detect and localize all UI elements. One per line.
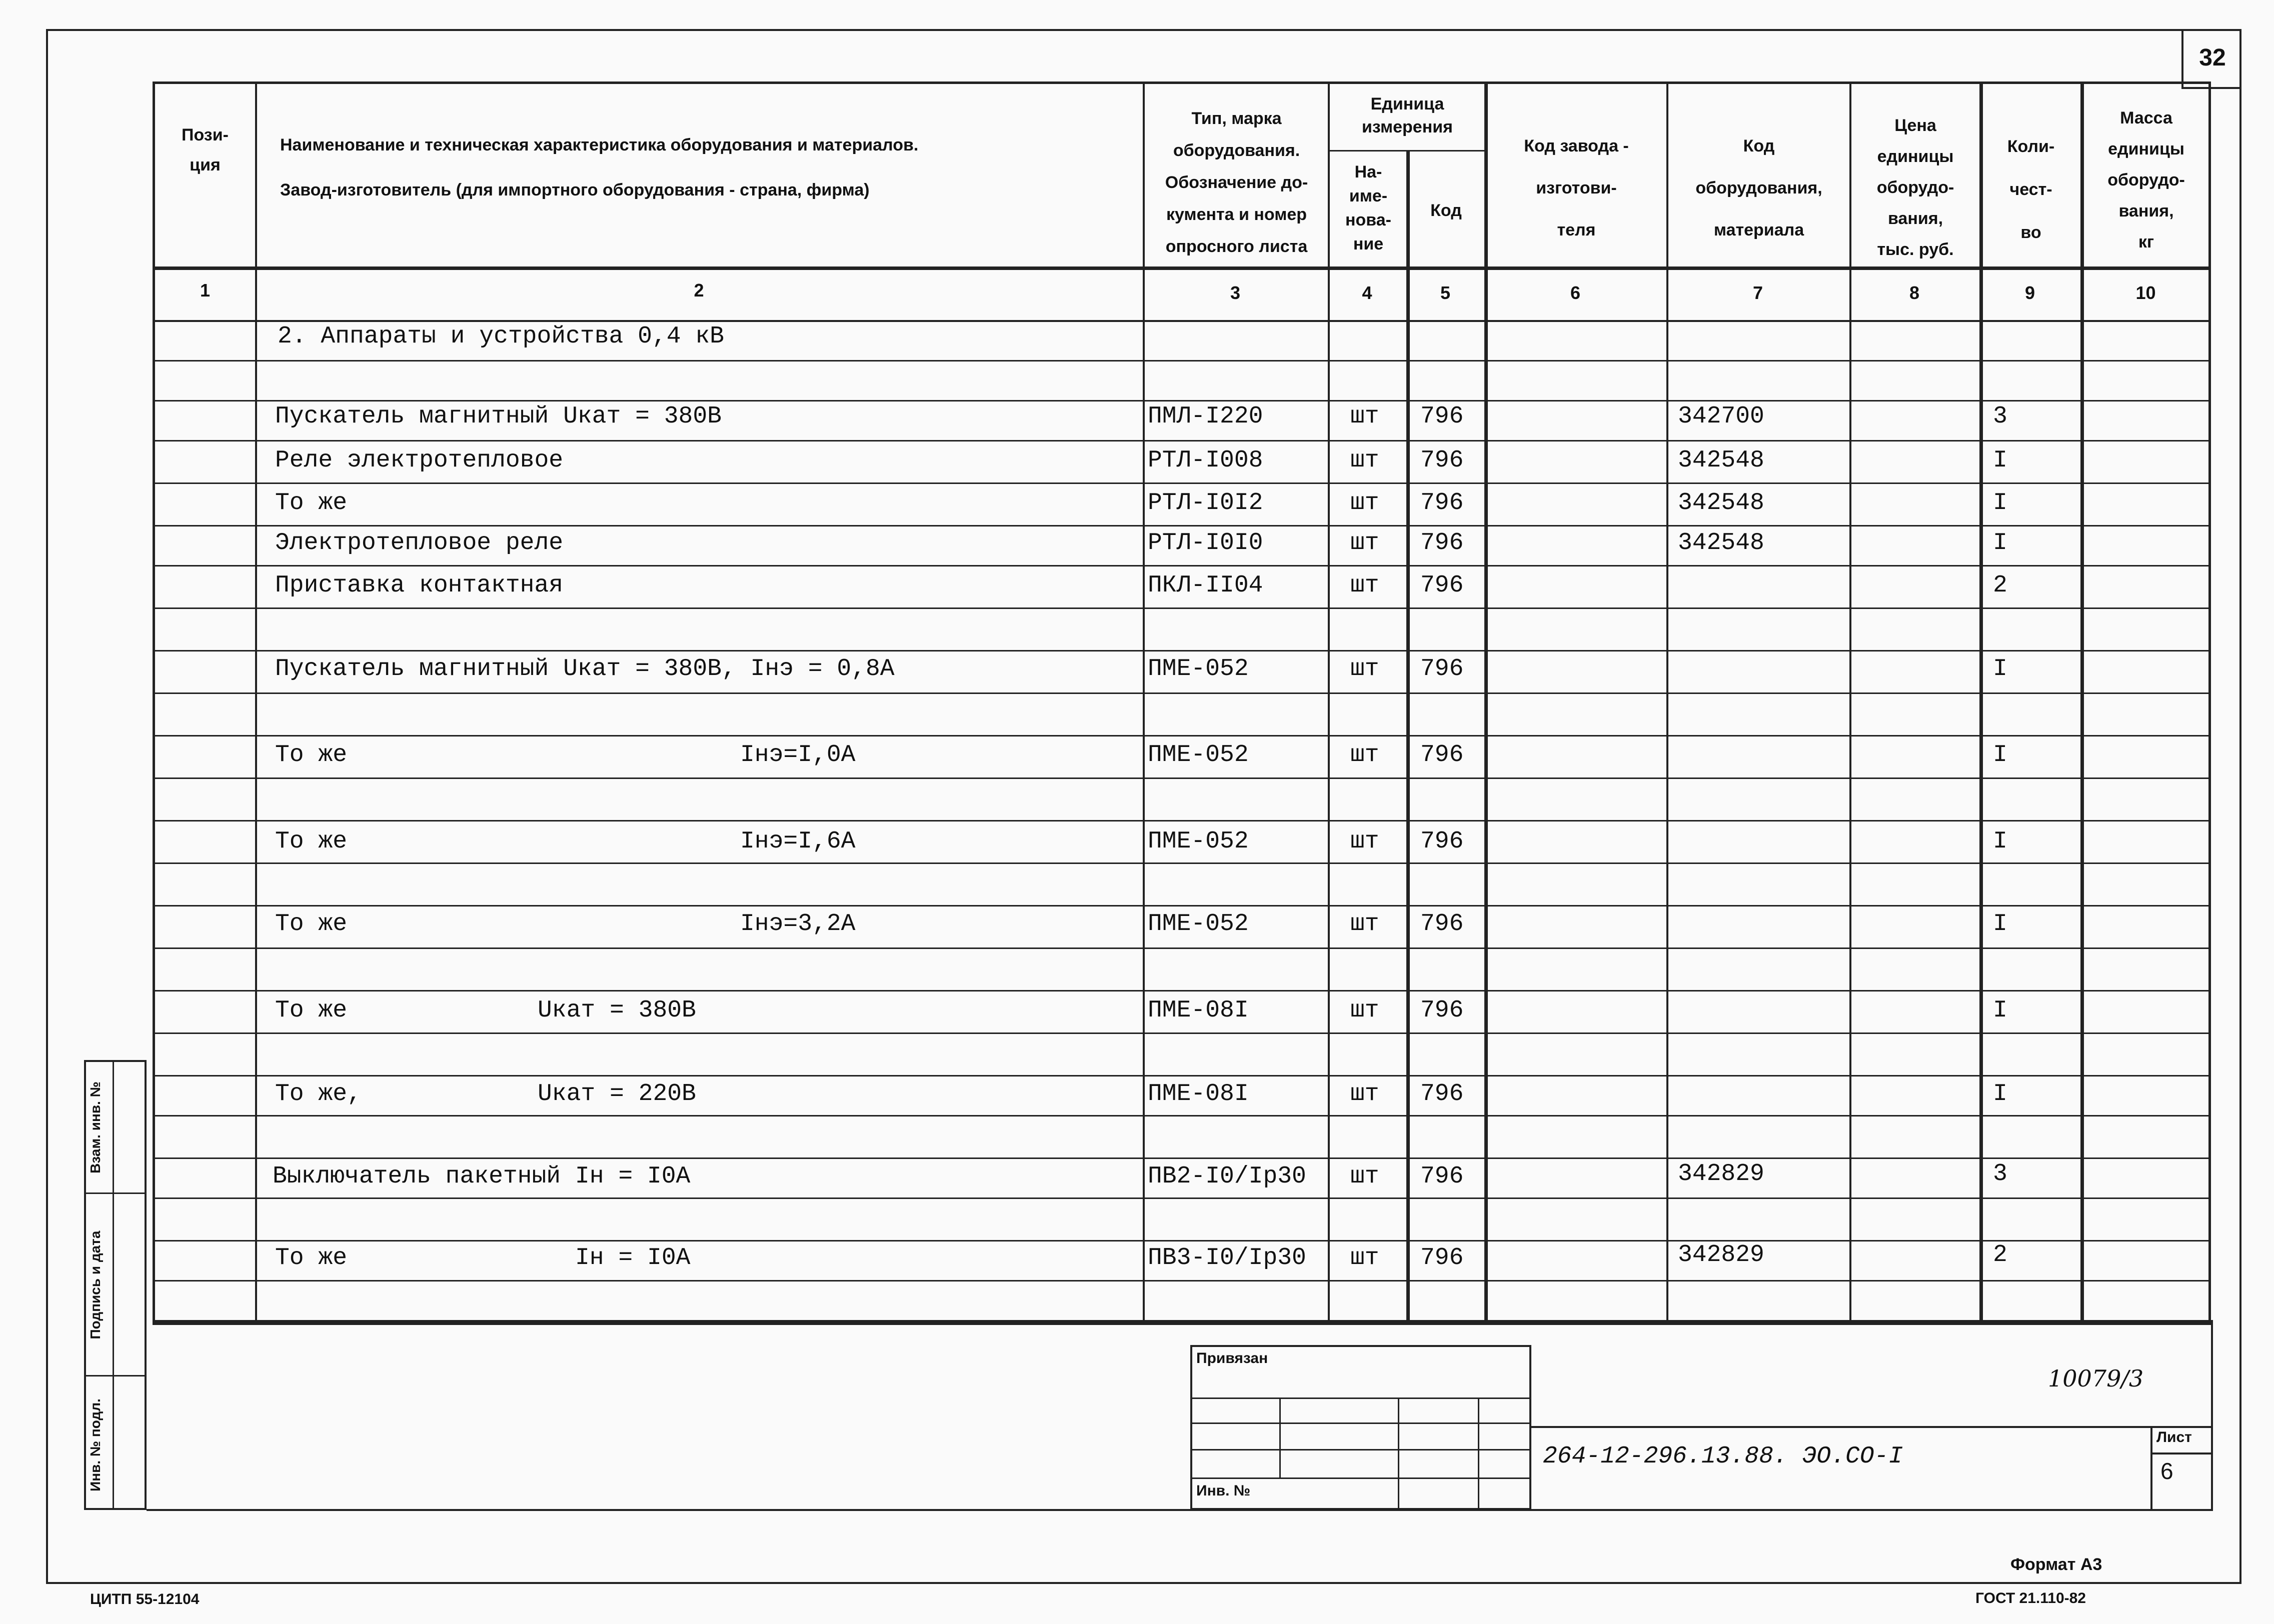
row-name: То же — [275, 742, 348, 768]
row-type: ПКЛ-II04 — [1148, 572, 1263, 599]
row-extra: Iнэ=I,6А — [740, 828, 856, 855]
row-qty: I — [1993, 530, 2007, 556]
colnum-1: 1 — [200, 280, 211, 300]
row-type: ПМЕ-052 — [1148, 656, 1249, 682]
row-name: Приставка контактная — [275, 572, 564, 599]
colnum-7: 7 — [1752, 282, 1763, 303]
row-type: ПМЛ-I220 — [1148, 403, 1263, 430]
row-name: Выключатель пакетный Iн = I0А — [273, 1163, 691, 1190]
row-eq-code: 342548 — [1678, 530, 1764, 556]
row-code: 796 — [1420, 1080, 1464, 1108]
row-qty: I — [1993, 910, 2007, 938]
row-code: 796 — [1420, 447, 1464, 474]
header-unit: Единица измерения — [1362, 94, 1453, 136]
colnum-bottom-line — [153, 320, 2211, 322]
row-unit: шт — [1350, 656, 1379, 682]
row-unit: шт — [1350, 403, 1379, 430]
row-unit: шт — [1350, 530, 1379, 556]
row-eq-code: 342700 — [1678, 403, 1764, 430]
inv-number-label: Инв. № — [1196, 1482, 1251, 1499]
row-type: ПМЕ-052 — [1148, 828, 1249, 855]
row-type: ПМЕ-052 — [1148, 742, 1249, 768]
row-extra: Iнэ=I,0А — [740, 742, 856, 768]
colnum-2: 2 — [694, 280, 704, 300]
row-type: РТЛ-I0I2 — [1148, 490, 1263, 516]
header-price: Цена единицы оборудо- вания, тыс. руб. — [1876, 116, 1954, 259]
header-name: Наименование и техническая характеристика оборудования и материалов. Завод-изготовитель (для импортного оборудования - страна, фирма) — [280, 136, 919, 200]
row-unit: шт — [1350, 1080, 1379, 1108]
row-code: 796 — [1420, 742, 1464, 768]
row-unit: шт — [1350, 572, 1379, 599]
row-name: То же — [275, 910, 348, 938]
row-code: 796 — [1420, 828, 1464, 855]
format-label: Формат А3 — [2010, 1555, 2102, 1574]
row-unit: шт — [1350, 1163, 1379, 1190]
row-code: 796 — [1420, 997, 1464, 1024]
colnum-5: 5 — [1440, 282, 1451, 303]
row-unit: шт — [1350, 828, 1379, 855]
row-name: То же, — [275, 1080, 362, 1108]
row-qty: 3 — [1993, 1160, 2007, 1188]
colnum-9: 9 — [2024, 282, 2035, 303]
colnum-3: 3 — [1230, 282, 1241, 303]
row-code: 796 — [1420, 530, 1464, 556]
colnum-8: 8 — [1909, 282, 1920, 303]
header-position: Пози- ция — [182, 126, 229, 174]
row-unit: шт — [1350, 910, 1379, 938]
row-type: РТЛ-I008 — [1148, 447, 1263, 474]
row-unit: шт — [1350, 997, 1379, 1024]
row-name: То же — [275, 828, 348, 855]
header-equipment-code: Код оборудования, материала — [1695, 136, 1822, 240]
row-qty: I — [1993, 447, 2007, 474]
gost-label: ГОСТ 21.110-82 — [1975, 1590, 2086, 1606]
row-name: То же — [275, 1244, 348, 1272]
doc-number: 10079/3 — [2048, 1365, 2144, 1392]
row-name: Реле электротепловое — [275, 447, 564, 474]
row-qty: 2 — [1993, 572, 2007, 599]
header-mass: Масса единицы оборудо- вания, кг — [2107, 108, 2185, 252]
row-name: Пускатель магнитный Uкат = 380В — [275, 403, 722, 430]
row-qty: 2 — [1993, 1242, 2007, 1268]
row-type: РТЛ-I0I0 — [1148, 530, 1263, 556]
header-bottom-line — [153, 266, 2211, 270]
row-qty: I — [1993, 490, 2007, 516]
section-title: 2. Аппараты и устройства 0,4 кВ — [278, 323, 724, 350]
unit-header-line — [1328, 150, 1484, 152]
doc-code: 264-12-296.13.88. ЭО.СО-I — [1543, 1443, 1903, 1470]
colnum-4: 4 — [1362, 282, 1372, 303]
privyazan-label: Привязан — [1196, 1350, 1268, 1366]
colnum-10: 10 — [2135, 282, 2156, 303]
row-extra: Uкат = 380В — [538, 997, 696, 1024]
sheet-number-box — [2181, 29, 2241, 89]
row-code: 796 — [1420, 910, 1464, 938]
list-value: 6 — [2160, 1458, 2173, 1484]
row-name: То же — [275, 490, 348, 516]
row-unit: шт — [1350, 490, 1379, 516]
list-label: Лист — [2156, 1429, 2192, 1446]
row-qty: I — [1993, 742, 2007, 768]
row-unit: шт — [1350, 447, 1379, 474]
header-type: Тип, марка оборудования. Обозначение до- кумента и номер опросного листа — [1165, 109, 1308, 256]
colnum-6: 6 — [1570, 282, 1581, 303]
row-name: Пускатель магнитный Uкат = 380В, Iнэ = 0,8А — [275, 656, 895, 682]
sheet-number: 32 — [2199, 44, 2226, 71]
side-label-vzam: Взам. инв. № — [88, 1082, 103, 1174]
col-line-4 — [1406, 150, 1410, 1325]
row-eq-code: 342548 — [1678, 447, 1764, 474]
row-name: Электротепловое реле — [275, 530, 564, 556]
row-type: ПВ3-I0/Iр30 — [1148, 1244, 1306, 1272]
row-qty: I — [1993, 1080, 2007, 1108]
row-qty: I — [1993, 997, 2007, 1024]
row-qty: I — [1993, 828, 2007, 855]
header-unit-code: Код — [1430, 201, 1462, 220]
header-unit-name: На- име- нова- ние — [1345, 162, 1391, 254]
row-extra: Iн = I0А — [575, 1244, 691, 1272]
row-code: 796 — [1420, 490, 1464, 516]
header-quantity: Коли- чест- во — [2007, 137, 2055, 242]
citp-label: ЦИТП 55-12104 — [90, 1591, 200, 1608]
row-code: 796 — [1420, 1163, 1464, 1190]
row-type: ПМЕ-052 — [1148, 910, 1249, 938]
row-code: 796 — [1420, 572, 1464, 599]
row-extra: Uкат = 220В — [538, 1080, 696, 1108]
side-label-inv-podl: Инв. № подл. — [88, 1398, 103, 1492]
header-factory-code: Код завода - изготови- теля — [1524, 136, 1629, 240]
row-eq-code: 342548 — [1678, 490, 1764, 516]
side-label-podpis: Подпись и дата — [88, 1230, 103, 1340]
row-qty: 3 — [1993, 403, 2007, 430]
row-code: 796 — [1420, 403, 1464, 430]
row-qty: I — [1993, 656, 2007, 682]
row-type: ПВ2-I0/Iр30 — [1148, 1163, 1306, 1190]
row-code: 796 — [1420, 1244, 1464, 1272]
row-type: ПМЕ-08I — [1148, 1080, 1249, 1108]
row-unit: шт — [1350, 742, 1379, 768]
row-eq-code: 342829 — [1678, 1242, 1764, 1268]
row-eq-code: 342829 — [1678, 1160, 1764, 1188]
row-unit: шт — [1350, 1244, 1379, 1272]
row-extra: Iнэ=3,2А — [740, 910, 856, 938]
row-name: То же — [275, 997, 348, 1024]
row-type: ПМЕ-08I — [1148, 997, 1249, 1024]
row-code: 796 — [1420, 656, 1464, 682]
